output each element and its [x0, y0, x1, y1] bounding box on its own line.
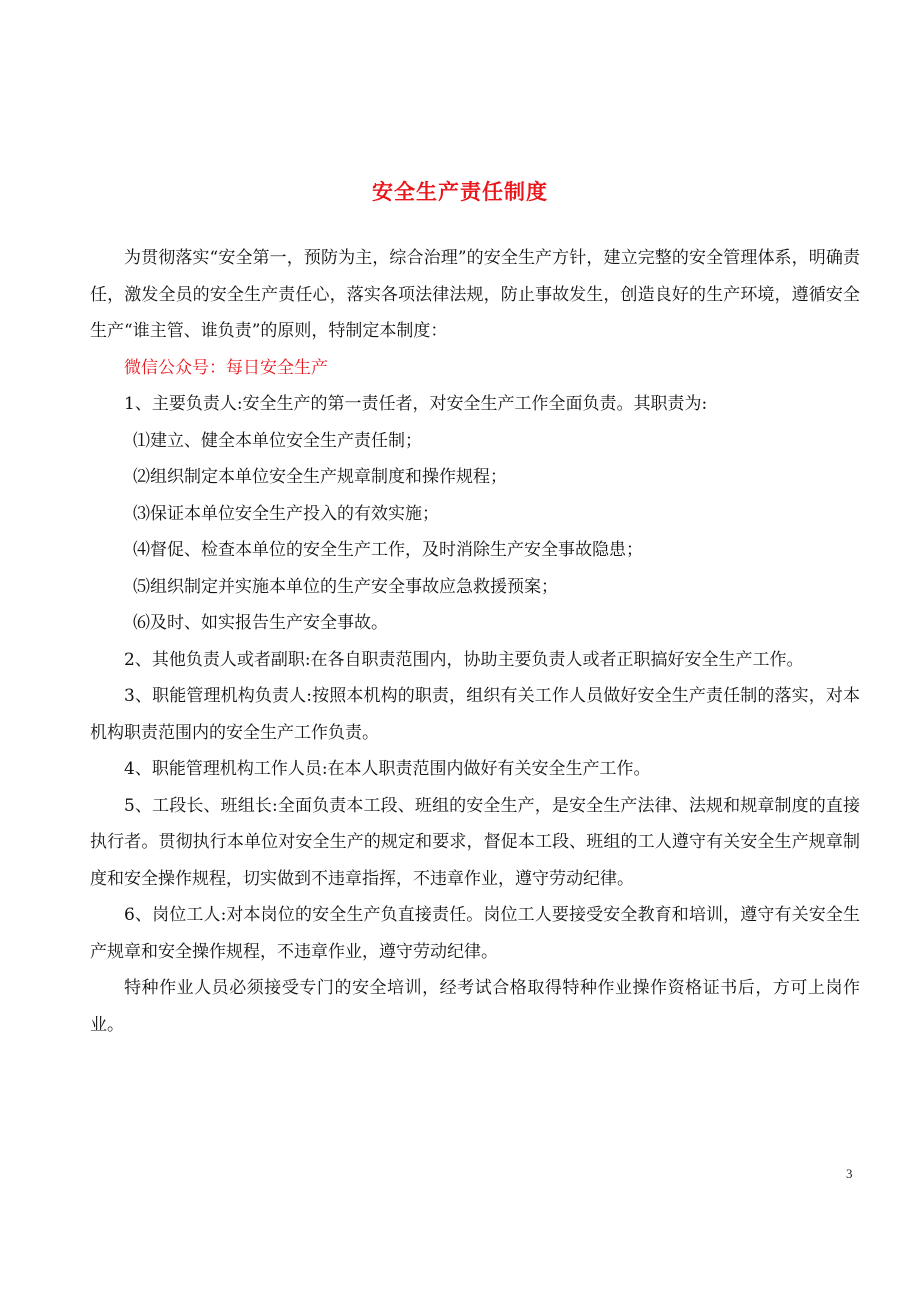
intro-paragraph: 为贯彻落实“安全第一，预防为主，综合治理”的安全生产方针，建立完整的安全管理体系，明确责任，激发全员的安全生产责任心，落实各项法律法规，防止事故发生，创造良好的生产环境，遵循安全生产“谁主管、谁负责”的原则，特制定本制度：: [90, 248, 860, 341]
document-body: [90, 240, 860, 1043]
duty-item-4: ⑷督促、检查本单位的安全生产工作，及时消除生产安全事故隐患；: [133, 540, 643, 560]
section-5-section-and-team-leaders: 5、工段长、班组长:全面负责本工段、班组的安全生产，是安全生产法律、法规和规章制度的直接执行者。贯彻执行本单位对安全生产的规定和要求，督促本工段、班组的工人遵守有关安全生产规章制度和安全操作规程，切实做到不违章指挥，不违章作业，遵守劳动纪律。: [90, 795, 860, 889]
duty-item-3: ⑶保证本单位安全生产投入的有效实施；: [133, 503, 439, 524]
wechat-account-line: 微信公众号：每日安全生产: [124, 357, 328, 378]
section-4-functional-department-staff: 4、职能管理机构工作人员:在本人职责范围内做好有关安全生产工作。: [124, 759, 651, 779]
section-1-main-responsible-person: 1、主要负责人:安全生产的第一责任者，对安全生产工作全面负责。其职责为:: [124, 394, 708, 414]
duty-item-2: ⑵组织制定本单位安全生产规章制度和操作规程；: [133, 467, 507, 487]
duty-item-6: ⑹及时、如实报告生产安全事故。: [133, 613, 388, 633]
document-title: 安全生产责任制度: [372, 180, 548, 204]
section-6-post-workers: 6、岗位工人:对本岗位的安全生产负直接责任。岗位工人要接受安全教育和培训，遵守有关安全生产规章和安全操作规程，不违章作业，遵守劳动纪律。: [90, 905, 860, 962]
special-operations-paragraph: 特种作业人员必须接受专门的安全培训，经考试合格取得特种作业操作资格证书后，方可上岗作业。: [90, 978, 860, 1035]
duty-item-1: ⑴建立、健全本单位安全生产责任制；: [133, 430, 422, 451]
section-2-deputy-responsible-person: 2、其他负责人或者副职:在各自职责范围内，协助主要负责人或者正职搞好安全生产工作。: [124, 649, 804, 670]
page-number: 3: [846, 1166, 853, 1181]
duty-item-5: ⑸组织制定并实施本单位的生产安全事故应急救援预案；: [133, 576, 558, 597]
section-3-functional-department-head: 3、职能管理机构负责人:按照本机构的职责，组织有关工作人员做好安全生产责任制的落实，对本机构职责范围内的安全生产工作负责。: [90, 686, 860, 743]
